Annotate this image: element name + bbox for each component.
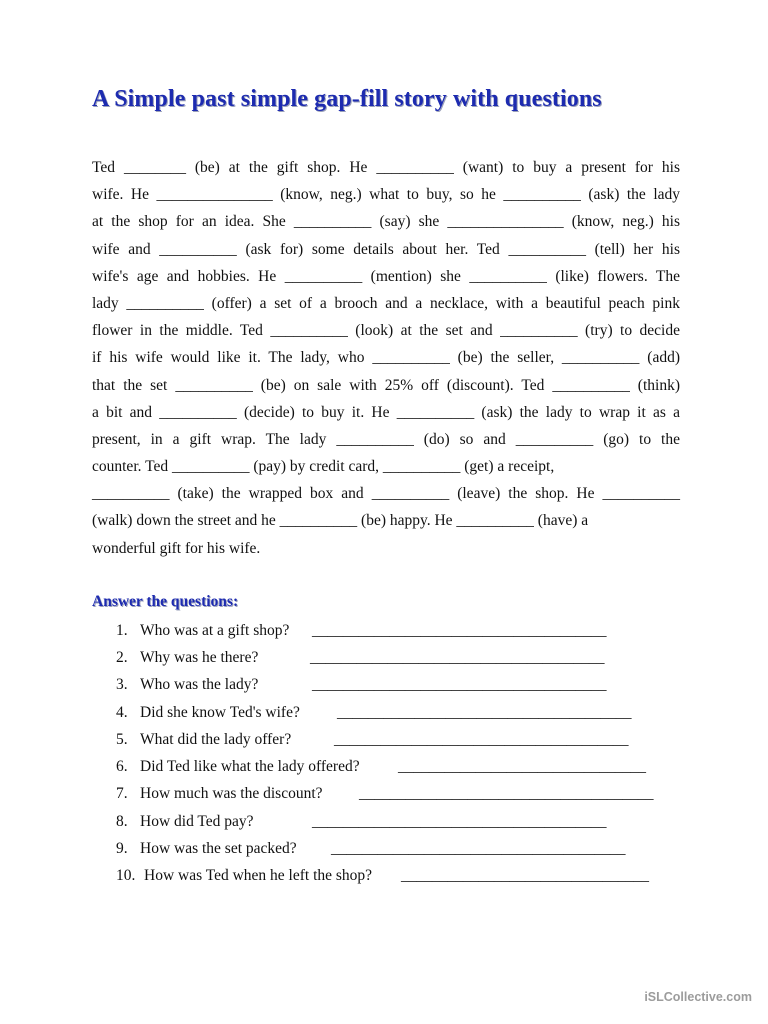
answer-line[interactable]: ______________________________________ xyxy=(312,622,607,639)
question-number: 3. xyxy=(116,676,128,693)
question-text: Did Ted like what the lady offered? xyxy=(140,758,360,775)
story-line: Ted ________ (be) at the gift shop. He __________ (want) to buy a present for his xyxy=(92,159,680,176)
site-watermark: iSLCollective.com xyxy=(644,990,752,1004)
question-number: 10. xyxy=(116,867,136,884)
story-line: flower in the middle. Ted __________ (look) at the set and __________ (try) to decide xyxy=(92,322,680,340)
story-line: (walk) down the street and he __________ (be) happy. He __________ (have) a xyxy=(92,512,589,530)
story-line: wife and __________ (ask for) some details about her. Ted __________ (tell) her his xyxy=(92,240,680,258)
question-text: What did the lady offer? xyxy=(140,731,292,748)
story-line: present, in a gift wrap. The lady __________ (do) so and __________ (go) to the xyxy=(92,430,680,448)
question-number: 6. xyxy=(116,758,128,775)
story-line: wife. He _______________ (know, neg.) what to buy, so he __________ (ask) the lady xyxy=(92,186,680,204)
question-number: 1. xyxy=(116,622,128,639)
answer-line[interactable]: ______________________________________ xyxy=(312,676,607,693)
story-line: wonderful gift for his wife. xyxy=(92,539,261,557)
question-text: Who was the lady? xyxy=(140,676,259,693)
story-line: that the set __________ (be) on sale with 25% off (discount). Ted __________ (think) xyxy=(92,376,680,394)
answer-line[interactable]: ________________________________ xyxy=(398,758,646,775)
question-text: Why was he there? xyxy=(140,649,259,666)
answer-heading: Answer the questions: xyxy=(92,593,239,610)
question-text: How was Ted when he left the shop? xyxy=(144,867,373,884)
story-paragraph xyxy=(92,154,692,562)
page-title: A Simple past simple gap-fill story with questions xyxy=(92,86,602,112)
question-number: 2. xyxy=(116,649,128,666)
question-text: How was the set packed? xyxy=(140,840,297,857)
story-line: a bit and __________ (decide) to buy it. He __________ (ask) the lady to wrap it as a xyxy=(92,403,680,421)
question-number: 4. xyxy=(116,704,128,721)
question-text: How much was the discount? xyxy=(140,785,323,802)
answer-line[interactable]: ______________________________________ xyxy=(337,704,632,721)
story-line: wife's age and hobbies. He __________ (mention) she __________ (like) flowers. The xyxy=(92,267,680,285)
story-line: at the shop for an idea. She __________ (say) she _______________ (know, neg.) his xyxy=(92,213,680,231)
story-line: if his wife would like it. The lady, who __________ (be) the seller, __________ (add) xyxy=(92,349,680,367)
question-text: Who was at a gift shop? xyxy=(140,622,290,639)
story-line: lady __________ (offer) a set of a brooch and a necklace, with a beautiful peach pink xyxy=(92,294,680,312)
story-line: __________ (take) the wrapped box and __________ (leave) the shop. He __________ xyxy=(92,485,680,503)
answer-line[interactable]: ________________________________ xyxy=(401,867,649,884)
answer-line[interactable]: ______________________________________ xyxy=(312,813,607,830)
question-number: 8. xyxy=(116,813,128,830)
question-number: 9. xyxy=(116,840,128,857)
question-text: Did she know Ted's wife? xyxy=(140,704,300,721)
question-number: 5. xyxy=(116,731,128,748)
answer-line[interactable]: ______________________________________ xyxy=(331,840,626,857)
question-text: How did Ted pay? xyxy=(140,813,254,830)
question-number: 7. xyxy=(116,785,128,802)
answer-line[interactable]: ______________________________________ xyxy=(359,785,654,802)
story-line: counter. Ted __________ (pay) by credit card, __________ (get) a receipt, xyxy=(92,458,555,476)
answer-line[interactable]: ______________________________________ xyxy=(310,649,605,666)
answer-line[interactable]: ______________________________________ xyxy=(334,731,629,748)
